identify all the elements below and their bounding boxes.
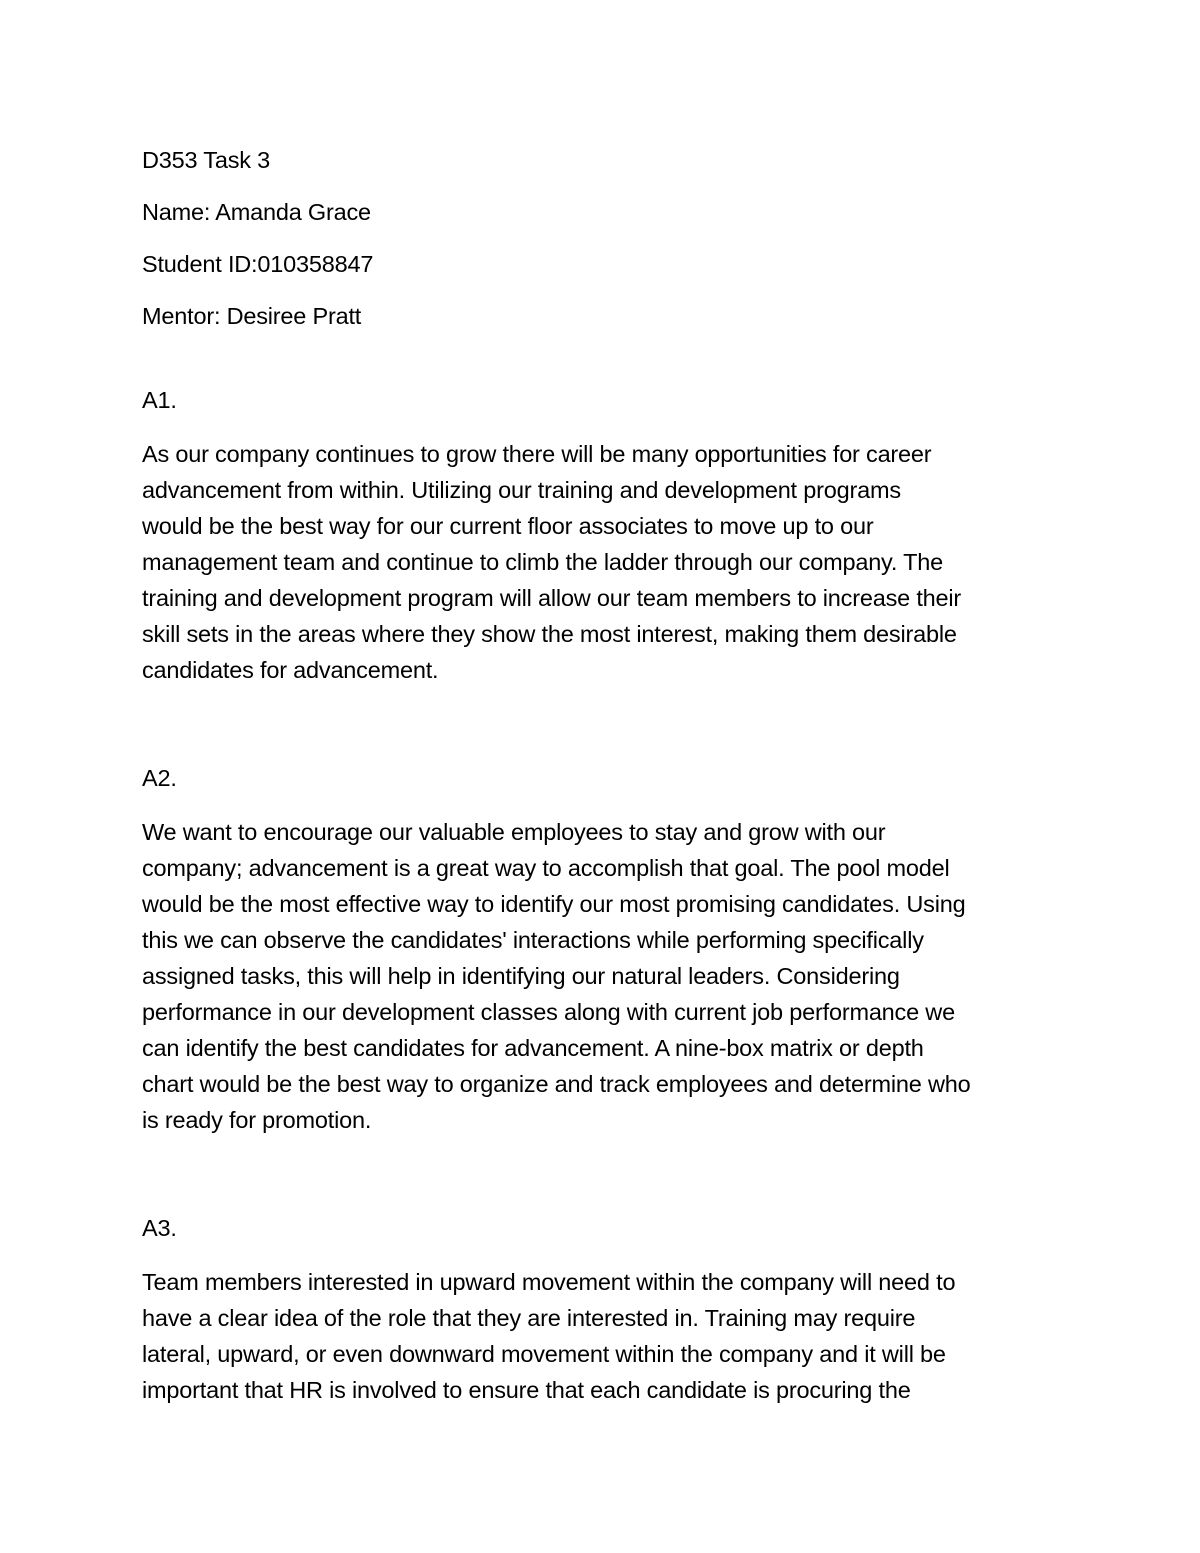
paragraph-line: can identify the best candidates for advancement. A nine-box matrix or depth [142, 1035, 924, 1061]
paragraph-line: would be the best way for our current floor associates to move up to our [142, 513, 874, 539]
paragraph-line: performance in our development classes along with current job performance we [142, 999, 955, 1025]
paragraph-line: candidates for advancement. [142, 657, 439, 683]
section-paragraph-a3 [142, 1264, 1062, 1408]
section-label-a3: A3. [142, 1215, 177, 1241]
document-content [142, 142, 1062, 1408]
paragraph-line: would be the most effective way to identify our most promising candidates. Using [142, 891, 966, 917]
mentor-name: Mentor: Desiree Pratt [142, 303, 362, 329]
document-title: D353 Task 3 [142, 147, 271, 173]
paragraph-line: company; advancement is a great way to accomplish that goal. The pool model [142, 855, 950, 881]
paragraph-line: Team members interested in upward movement within the company will need to [142, 1269, 956, 1295]
paragraph-line: advancement from within. Utilizing our training and development programs [142, 477, 901, 503]
paragraph-line: assigned tasks, this will help in identifying our natural leaders. Considering [142, 963, 900, 989]
section-label-a1: A1. [142, 387, 177, 413]
paragraph-line: is ready for promotion. [142, 1107, 372, 1133]
paragraph-line: important that HR is involved to ensure that each candidate is procuring the [142, 1377, 911, 1403]
section-label-a2: A2. [142, 765, 177, 791]
paragraph-line: skill sets in the areas where they show the most interest, making them desirable [142, 621, 957, 647]
student-id: Student ID:010358847 [142, 251, 374, 277]
paragraph-line: As our company continues to grow there will be many opportunities for career [142, 441, 932, 467]
paragraph-line: chart would be the best way to organize and track employees and determine who [142, 1071, 971, 1097]
section-paragraph-a2 [142, 814, 1062, 1138]
section-paragraph-a1 [142, 436, 1062, 688]
paragraph-line: training and development program will allow our team members to increase their [142, 585, 962, 611]
paragraph-line: lateral, upward, or even downward movement within the company and it will be [142, 1341, 946, 1367]
paragraph-line: this we can observe the candidates' interactions while performing specifically [142, 927, 924, 953]
paragraph-line: management team and continue to climb the ladder through our company. The [142, 549, 943, 575]
paragraph-line: have a clear idea of the role that they are interested in. Training may require [142, 1305, 916, 1331]
paragraph-line: We want to encourage our valuable employees to stay and grow with our [142, 819, 886, 845]
student-name: Name: Amanda Grace [142, 199, 371, 225]
